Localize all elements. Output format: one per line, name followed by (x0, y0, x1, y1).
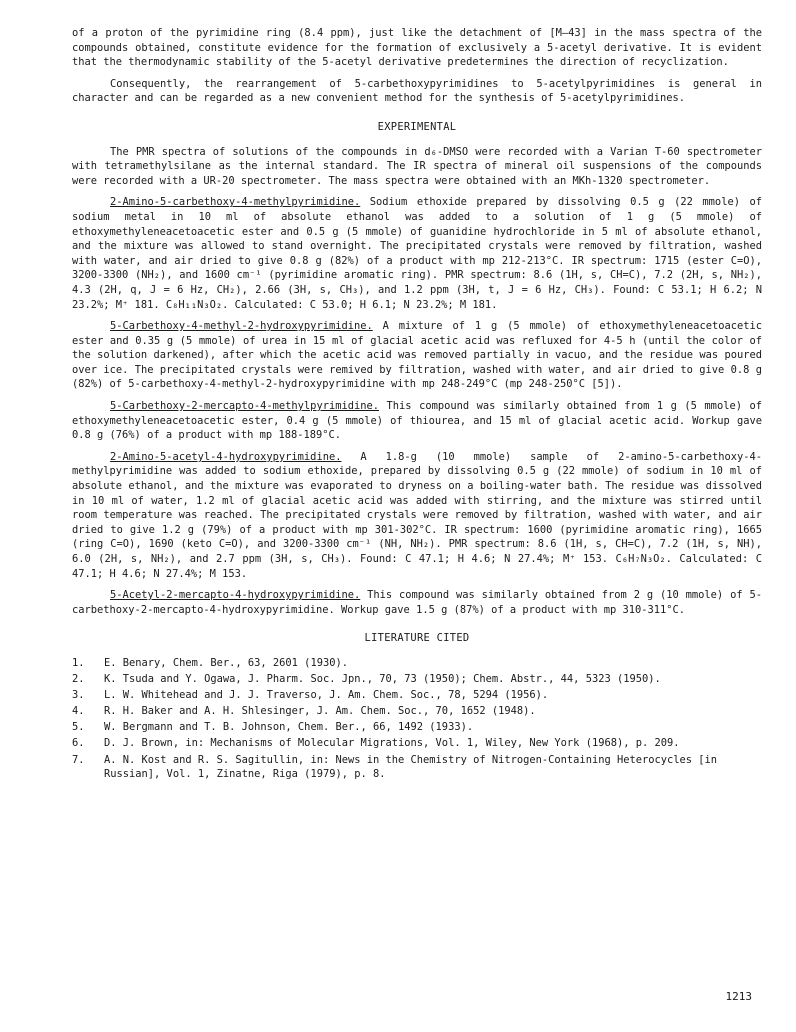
compound-text: This compound was similarly obtained from 1 g (5 mmole) of ethoxymethyleneacetoacetic ester, 0.4 g (5 mmole) of thiourea, and 15 ml of glacial acetic acid. Workup gave 0.8 g (76%) of a product with mp 188-189°C. (72, 400, 762, 442)
reference-list (72, 656, 762, 782)
reference-number: 7. (72, 753, 85, 766)
reference-item (72, 720, 762, 735)
reference-number: 1. (72, 656, 85, 669)
reference-text: D. J. Brown, in: Mechanisms of Molecular Migrations, Vol. 1, Wiley, New York (1968), p. 209. (104, 737, 680, 750)
compound-text: A 1.8-g (10 mmole) sample of 2-amino-5-carbethoxy-4-methylpyrimidine was added to sodium ethoxide, prepared by dissolving 0.5 g (22 mmole) of sodium in 10 ml of absolute ethanol, and the mixture was evaporated to dryness on a boiling-water bath. The residue was dissolved in 10 ml of water, 1.2 ml of glacial acetic acid was added with stirring, and the mixture was stirred until room temperature was reached. The precipitated crystals were removed by filtration, washed with water, and air dried to give 1.2 g (79%) of a product with mp 301-302°C. IR spectrum: 1600 (pyrimidine aromatic ring), 1665 (ring C=O), 1690 (keto C=O), and 3200-3300 cm⁻¹ (NH, NH₂). PMR spectrum: 8.6 (1H, s, CH=C), 7.2 (1H, s, NH), 6.0 (2H, s, NH₂), and 2.7 ppm (3H, s, CH₃). Found: C 47.1; H 4.6; N 27.4%; M⁺ 153. C₆H₇N₃O₂. Calculated: C 47.1; H 4.6; N 27.4%; M 153. (72, 450, 762, 580)
compound-paragraph-4 (72, 450, 762, 581)
reference-number: 2. (72, 673, 85, 686)
reference-text: K. Tsuda and Y. Ogawa, J. Pharm. Soc. Jpn., 70, 73 (1950); Chem. Abstr., 44, 5323 (1950). (104, 673, 661, 686)
reference-item (72, 656, 762, 671)
reference-text: R. H. Baker and A. H. Shlesinger, J. Am. Chem. Soc., 70, 1652 (1948). (104, 705, 536, 718)
reference-item (72, 704, 762, 719)
literature-heading: LITERATURE CITED (364, 632, 470, 645)
reference-number: 3. (72, 689, 85, 702)
compound-title: 2-Amino-5-acetyl-4-hydroxypyrimidine. (110, 450, 342, 463)
reference-number: 4. (72, 705, 85, 718)
compound-text: A mixture of 1 g (5 mmole) of ethoxymethyleneacetoacetic ester and 0.35 g (5 mmole) of urea in 15 ml of glacial acetic acid was refluxed for 4-5 h (until the color of the solution darkened), after which the acetic acid was removed partially in vacuo, and the residue was poured over ice. The precipitated crystals were remived by filtration, washed with water, and air dried to give 0.8 g (82%) of 5-carbethoxy-4-methyl-2-hydroxypyrimidine with mp 248-249°C (mp 248-250°C [5]). (72, 320, 762, 391)
compound-paragraph-2 (72, 319, 762, 392)
reference-text: E. Benary, Chem. Ber., 63, 2601 (1930). (104, 656, 348, 669)
reference-number: 6. (72, 737, 85, 750)
page-number: 1213 (725, 990, 752, 1003)
compound-title: 5-Acetyl-2-mercapto-4-hydroxypyrimidine. (110, 589, 361, 602)
reference-item (72, 672, 762, 687)
compound-title: 5-Carbethoxy-2-mercapto-4-methylpyrimidine. (110, 400, 379, 413)
reference-item (72, 753, 762, 782)
reference-number: 5. (72, 721, 85, 734)
experimental-paragraph: The PMR spectra of solutions of the compounds in d₆-DMSO were recorded with a Varian T-60 spectrometer with tetramethylsilane as the internal standard. The IR spectra of mineral oil suspensions of the compounds were recorded with a UR-20 spectrometer. The mass spectra were obtained with an MKh-1320 spectrometer. (72, 145, 762, 187)
intro-paragraph-1: of a proton of the pyrimidine ring (8.4 ppm), just like the detachment of [M–43] in the mass spectra of the compounds obtained, constitute evidence for the formation of exclusively a 5-acetyl derivative. It is evident that the thermodynamic stability of the 5-acetyl derivative predetermines the direction of recyclization. (72, 27, 762, 69)
compound-title: 2-Amino-5-carbethoxy-4-methylpyrimidine. (110, 196, 361, 209)
page-content (72, 26, 762, 783)
reference-text: L. W. Whitehead and J. J. Traverso, J. Am. Chem. Soc., 78, 5294 (1956). (104, 689, 549, 702)
reference-item (72, 736, 762, 751)
reference-text: A. N. Kost and R. S. Sagitullin, in: News in the Chemistry of Nitrogen-Containing Heterocycles [in Russian], Vol. 1, Zinatne, Riga (1979), p. 8. (104, 753, 718, 781)
reference-text: W. Bergmann and T. B. Johnson, Chem. Ber., 66, 1492 (1933). (104, 721, 474, 734)
compound-paragraph-5 (72, 588, 762, 617)
compound-paragraph-3 (72, 399, 762, 443)
compound-text: Sodium ethoxide prepared by dissolving 0.5 g (22 mmole) of sodium metal in 10 ml of absolute ethanol was added to a solution of 1 g (5 mmole) of ethoxymethyleneacetoacetic ester and 0.5 g (5 mmole) of guanidine hydrochloride in 5 ml of absolute ethanol, and the mixture was allowed to stand overnight. The precipitated crystals were removed by filtration, washed with water, and air dried to give 0.8 g (82%) of a product with mp 212-213°C. IR spectrum: 1715 (ester C=O), 3200-3300 (NH₂), and 1600 cm⁻¹ (pyrimidine aromatic ring). PMR spectrum: 8.6 (1H, s, CH=C), 7.2 (2H, s, NH₂), 4.3 (2H, q, J = 6 Hz, CH₂), 2.66 (3H, s, CH₃), and 1.2 ppm (3H, t, J = 6 Hz, CH₃). Found: C 53.1; H 6.2; N 23.2%; M⁺ 181. C₈H₁₁N₃O₂. Calculated: C 53.0; H 6.1; N 23.2%; M 181. (72, 196, 762, 311)
compound-title: 5-Carbethoxy-4-methyl-2-hydroxypyrimidine. (110, 320, 373, 333)
intro-paragraph-2: Consequently, the rearrangement of 5-carbethoxypyrimidines to 5-acetylpyrimidines is general in character and can be regarded as a new convenient method for the synthesis of 5-acetylpyrimidines. (72, 77, 762, 105)
experimental-heading: EXPERIMENTAL (377, 120, 457, 133)
compound-text: This compound was similarly obtained from 2 g (10 mmole) of 5-carbethoxy-2-mercapto-4-hydroxypyrimidine. Workup gave 1.5 g (87%) of a product with mp 310-311°C. (72, 589, 762, 616)
reference-item (72, 688, 762, 703)
compound-paragraph-1 (72, 195, 762, 312)
